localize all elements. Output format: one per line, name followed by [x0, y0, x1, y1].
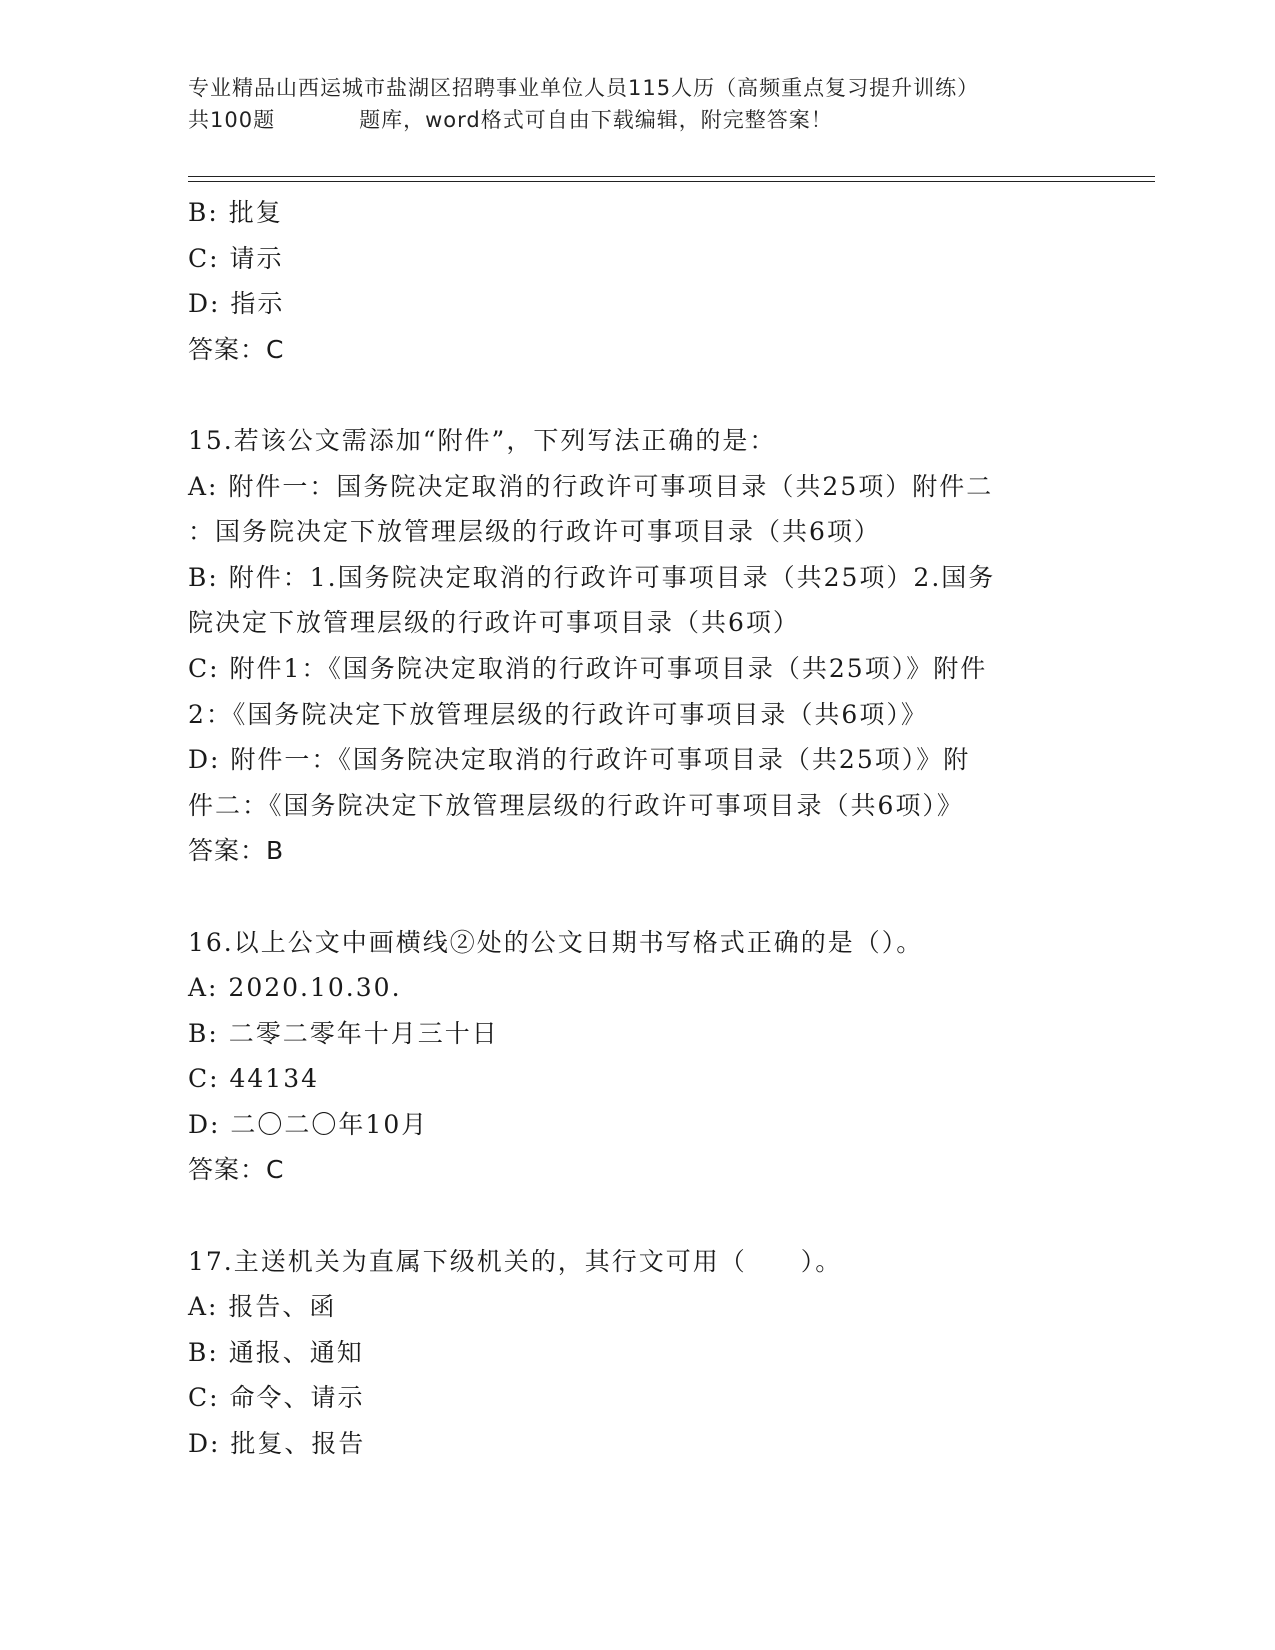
q17-option-b: B: 通报、通知 [188, 1337, 364, 1367]
header-question-count: 共100题 [188, 108, 276, 132]
q16-option-b: B: 二零二零年十月三十日 [188, 1018, 499, 1048]
question-content [188, 190, 1088, 1467]
q15-option-b-line1: B: 附件：1.国务院决定取消的行政许可事项目录（共25项）2.国务 [188, 562, 996, 592]
q15-option-d-line2: 件二：《国务院决定下放管理层级的行政许可事项目录（共6项）》 [188, 790, 964, 820]
header-divider-top [188, 176, 1155, 177]
q15-option-d-line1: D: 附件一：《国务院决定取消的行政许可事项目录（共25项）》附 [188, 745, 971, 775]
q15-question: 15.若该公文需添加“附件”，下列写法正确的是： [188, 425, 777, 455]
spacer [188, 874, 1088, 920]
q14-option-d: D: 指示 [188, 289, 285, 319]
q17-option-a: A: 报告、函 [188, 1292, 337, 1322]
q16-question: 16.以上公文中画横线②处的公文日期书写格式正确的是（）。 [188, 927, 924, 957]
q14-option-b: B: 批复 [188, 198, 283, 227]
q15-answer: 答案：B [188, 836, 285, 866]
page-header [188, 72, 1088, 136]
header-description: 题库，word格式可自由下载编辑，附完整答案！ [359, 108, 833, 132]
spacer [188, 372, 1088, 418]
q17-question: 17.主送机关为直属下级机关的，其行文可用（ ）。 [188, 1246, 843, 1276]
q17-option-c: C: 命令、请示 [188, 1383, 365, 1413]
q16-option-c: C: 44134 [188, 1064, 320, 1094]
q15-option-a-line2: ：国务院决定下放管理层级的行政许可事项目录（共6项） [188, 517, 881, 547]
spacer [188, 1193, 1088, 1239]
q14-option-c: C: 请示 [188, 243, 284, 273]
q15-option-a-line1: A: 附件一：国务院决定取消的行政许可事项目录（共25项）附件二 [188, 471, 994, 501]
q15-option-c-line1: C: 附件1：《国务院决定取消的行政许可事项目录（共25项）》附件 [188, 653, 988, 683]
q16-option-d: D: 二〇二〇年10月 [188, 1109, 429, 1139]
header-subtitle-line [188, 104, 1088, 136]
q17-option-d: D: 批复、报告 [188, 1429, 366, 1459]
q14-answer: 答案：C [188, 334, 285, 364]
header-divider-bottom [188, 181, 1155, 182]
q15-option-b-line2: 院决定下放管理层级的行政许可事项目录（共6项） [188, 608, 800, 638]
header-title-line: 专业精品山西运城市盐湖区招聘事业单位人员115人历（高频重点复习提升训练） [188, 76, 980, 100]
q16-option-a: A: 2020.10.30. [188, 973, 402, 1003]
q16-answer: 答案：C [188, 1155, 285, 1185]
q15-option-c-line2: 2：《国务院决定下放管理层级的行政许可事项目录（共6项）》 [188, 699, 928, 729]
